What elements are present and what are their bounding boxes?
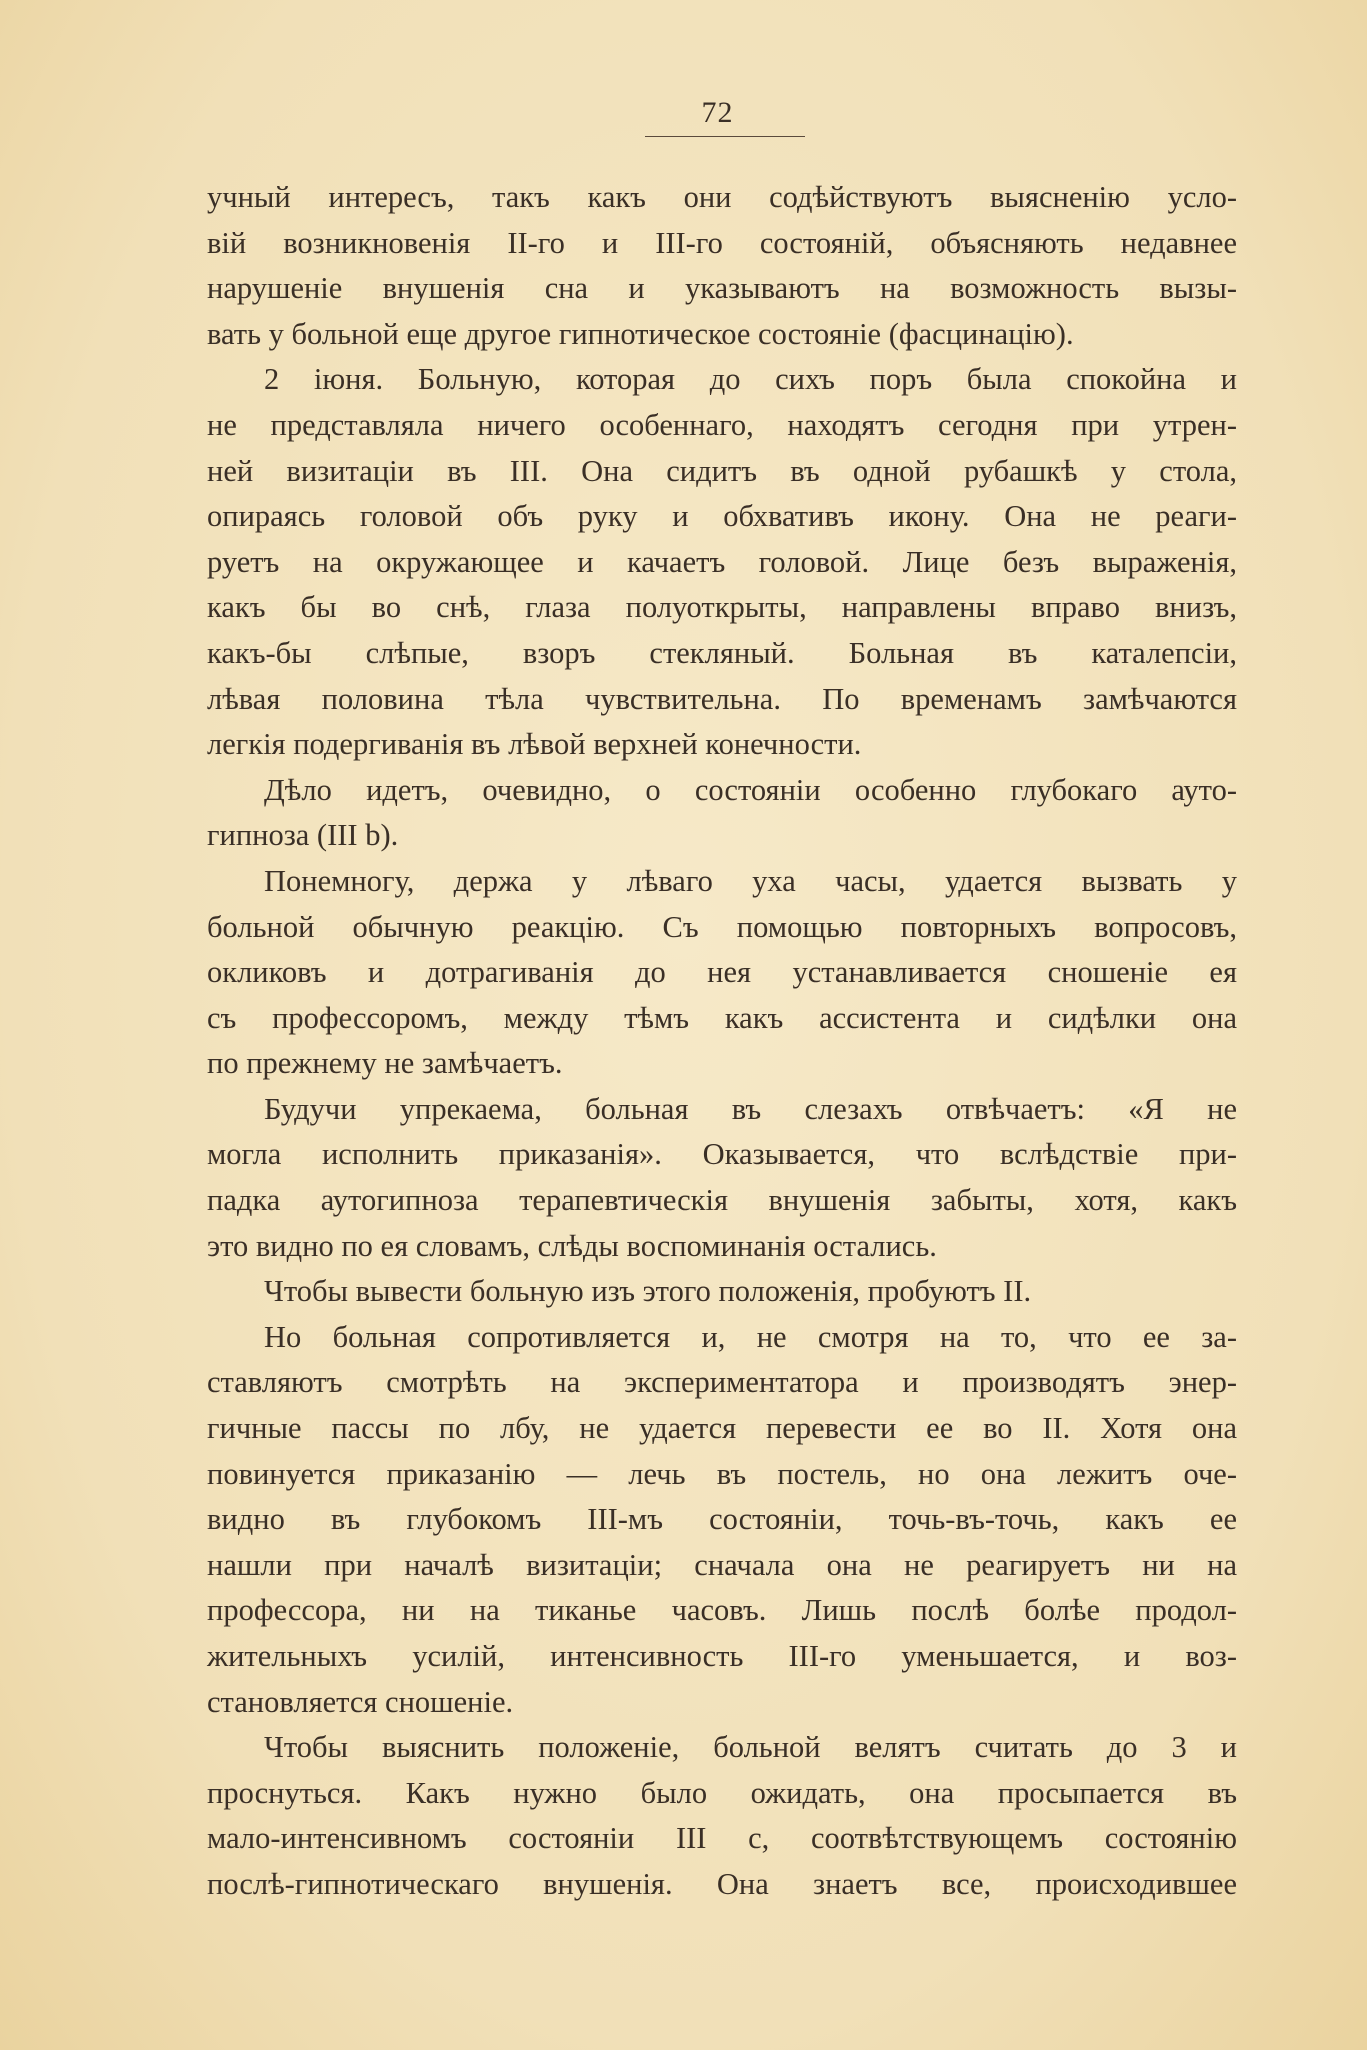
- text-line: Дѣло идетъ, очевидно, о состояніи особенно глубокаго ауто-: [264, 772, 1237, 807]
- text-line: съ профессоромъ, между тѣмъ какъ ассистента и сидѣлки она: [207, 1000, 1237, 1035]
- text-line: какъ-бы слѣпые, взоръ стекляный. Больная въ каталепсіи,: [207, 635, 1237, 670]
- text-line: проснуться. Какъ нужно было ожидать, она просыпается въ: [207, 1775, 1237, 1810]
- text-line: ставляютъ смотрѣть на экспериментатора и производятъ энер-: [207, 1365, 1237, 1400]
- text-line: больной обычную реакцію. Съ помощью повторныхъ вопросовъ,: [207, 909, 1237, 944]
- text-line: Чтобы выяснить положеніе, больной велятъ считать до 3 и: [264, 1730, 1237, 1765]
- text-line: становляется сношеніе.: [207, 1684, 514, 1719]
- text-line: окликовъ и дотрагиванія до нея устанавливается сношеніе ея: [207, 955, 1237, 990]
- text-line: легкія подергиванія въ лѣвой верхней конечности.: [207, 727, 862, 762]
- text-line: Понемногу, держа у лѣваго уха часы, удается вызвать у: [264, 863, 1237, 898]
- text-line: жительныхъ усилій, интенсивность III-го уменьшается, и воз-: [207, 1639, 1237, 1673]
- text-line: какъ бы во снѣ, глаза полуоткрыты, направлены вправо внизъ,: [207, 590, 1237, 625]
- text-line: Но больная сопротивляется и, не смотря на то, что ее за-: [264, 1319, 1237, 1354]
- text-line: послѣ-гипнотическаго внушенія. Она знаетъ все, происходившее: [207, 1866, 1237, 1901]
- text-line: падка аутогипноза терапевтическія внушенія забыты, хотя, какъ: [207, 1183, 1237, 1218]
- text-line: опираясь головой объ руку и обхвативъ икону. Она не реаги-: [207, 499, 1237, 534]
- body-text: [207, 175, 1237, 1908]
- text-line: гипноза (III b).: [207, 818, 399, 853]
- text-line: руетъ на окружающее и качаетъ головой. Лице безъ выраженія,: [207, 544, 1237, 579]
- text-line: вій возникновенія II-го и III-го состояній, объясняють недавнее: [207, 225, 1237, 260]
- text-line: Чтобы вывести больную изъ этого положенія, пробуютъ II.: [264, 1274, 1032, 1309]
- text-line: Будучи упрекаема, больная въ слезахъ отвѣчаетъ: «Я не: [264, 1091, 1237, 1126]
- text-line: мало-интенсивномъ состояніи III с, соотвѣтствующемъ состоянію: [207, 1821, 1237, 1856]
- text-line: это видно по ея словамъ, слѣды воспоминанія остались.: [207, 1228, 937, 1263]
- header-rule: [645, 136, 805, 137]
- text-line: профессора, ни на тиканье часовъ. Лишь послѣ болѣе продол-: [207, 1593, 1237, 1628]
- text-line: не представляла ничего особеннаго, находятъ сегодня при утрен-: [207, 407, 1237, 442]
- text-line: повинуется приказанію — лечь въ постель, но она лежитъ оче-: [207, 1456, 1237, 1491]
- text-line: нашли при началѣ визитаціи; сначала она не реагируетъ ни на: [207, 1547, 1237, 1582]
- text-line: учный интересъ, такъ какъ они содѣйствуютъ выясненію усло-: [207, 180, 1237, 214]
- text-line: видно въ глубокомъ III-мъ состояніи, точь-въ-точь, какъ ее: [207, 1502, 1237, 1537]
- page-number: 72: [701, 96, 734, 129]
- text-line: вать у больной еще другое гипнотическое состояніе (фасцинацію).: [207, 316, 1074, 351]
- text-line: гичные пассы по лбу, не удается перевести ее во II. Хотя она: [207, 1411, 1237, 1446]
- text-line: нарушеніе внушенія сна и указываютъ на возможность вызы-: [207, 271, 1237, 306]
- text-line: могла исполнить приказанія». Оказывается, что вслѣдствіе при-: [207, 1137, 1237, 1172]
- text-line: ней визитаціи въ III. Она сидитъ въ одной рубашкѣ у стола,: [207, 453, 1237, 488]
- text-line: 2 іюня. Больную, которая до сихъ поръ была спокойна и: [264, 362, 1237, 397]
- text-line: лѣвая половина тѣла чувствительна. По временамъ замѣчаются: [207, 681, 1237, 716]
- text-line: по прежнему не замѣчаетъ.: [207, 1046, 563, 1081]
